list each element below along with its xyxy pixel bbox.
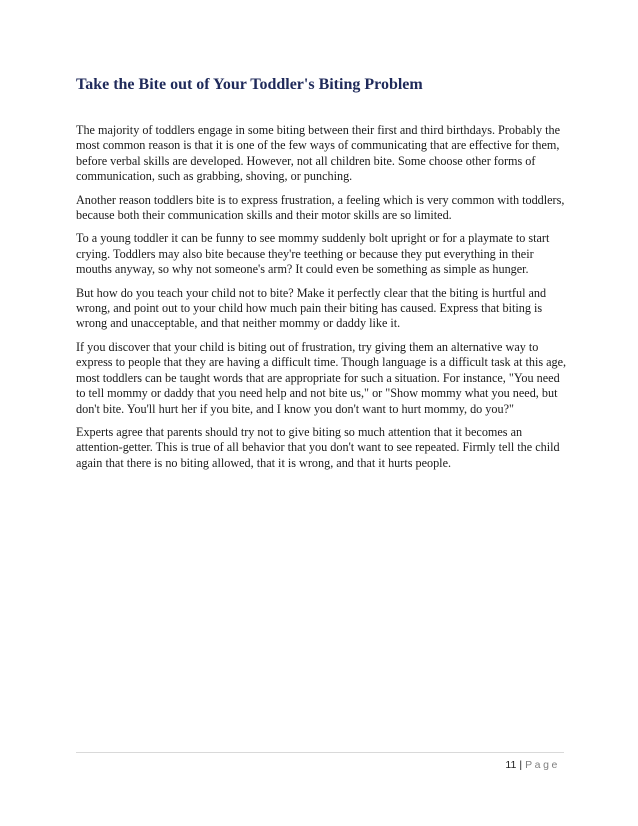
page-label: Page xyxy=(525,759,560,771)
paragraph: But how do you teach your child not to bite? Make it perfectly clear that the biting is hurtful and wrong, and point out to your child how much pain their biting has caused. Express that biting is wrong and unacceptable, and that neither mommy or daddy like it. xyxy=(76,285,547,331)
paragraph: Experts agree that parents should try not to give biting so much attention that it becomes an attention-getter. This is true of all behavior that you don't want to see repeated. Firmly tell the child again that there is no biting allowed, that it is wrong, and that it hurts people. xyxy=(76,424,560,470)
footer-divider xyxy=(76,752,564,753)
paragraph: Another reason toddlers bite is to express frustration, a feeling which is very common with toddlers, because both their communication skills and their motor skills are so limited. xyxy=(76,192,565,223)
document-body xyxy=(76,123,568,479)
paragraph: To a young toddler it can be funny to see mommy suddenly bolt upright or for a playmate to start crying. Toddlers may also bite because they're teething or because they put everything in their mouths anyway, so why not someone's arm? It could even be something as simple as hunger. xyxy=(76,231,550,277)
page-number: 11 xyxy=(505,759,517,771)
page-footer xyxy=(505,758,560,772)
paragraph: The majority of toddlers engage in some biting between their first and third birthdays. Probably the most common reason is that it is one of the few ways of communicating that are effective for them, before verbal skills are developed. However, not all children bite. Some choose other forms of communication, such as grabbing, shoving, or punching. xyxy=(76,123,561,184)
document-title: Take the Bite out of Your Toddler's Biting Problem xyxy=(76,76,423,93)
paragraph: If you discover that your child is biting out of frustration, try giving them an alternative way to express to people that they are having a difficult time. Though language is a difficult task at this age, most toddlers can be taught words that are appropriate for such a situation. For instance, "You need to tell mommy or daddy that you need help and not bite us," or "Show mommy what you need, but don't bite. You'll hurt her if you bite, and I know you don't want to hurt mommy, do you?" xyxy=(76,339,567,416)
footer-separator: | xyxy=(519,759,523,771)
